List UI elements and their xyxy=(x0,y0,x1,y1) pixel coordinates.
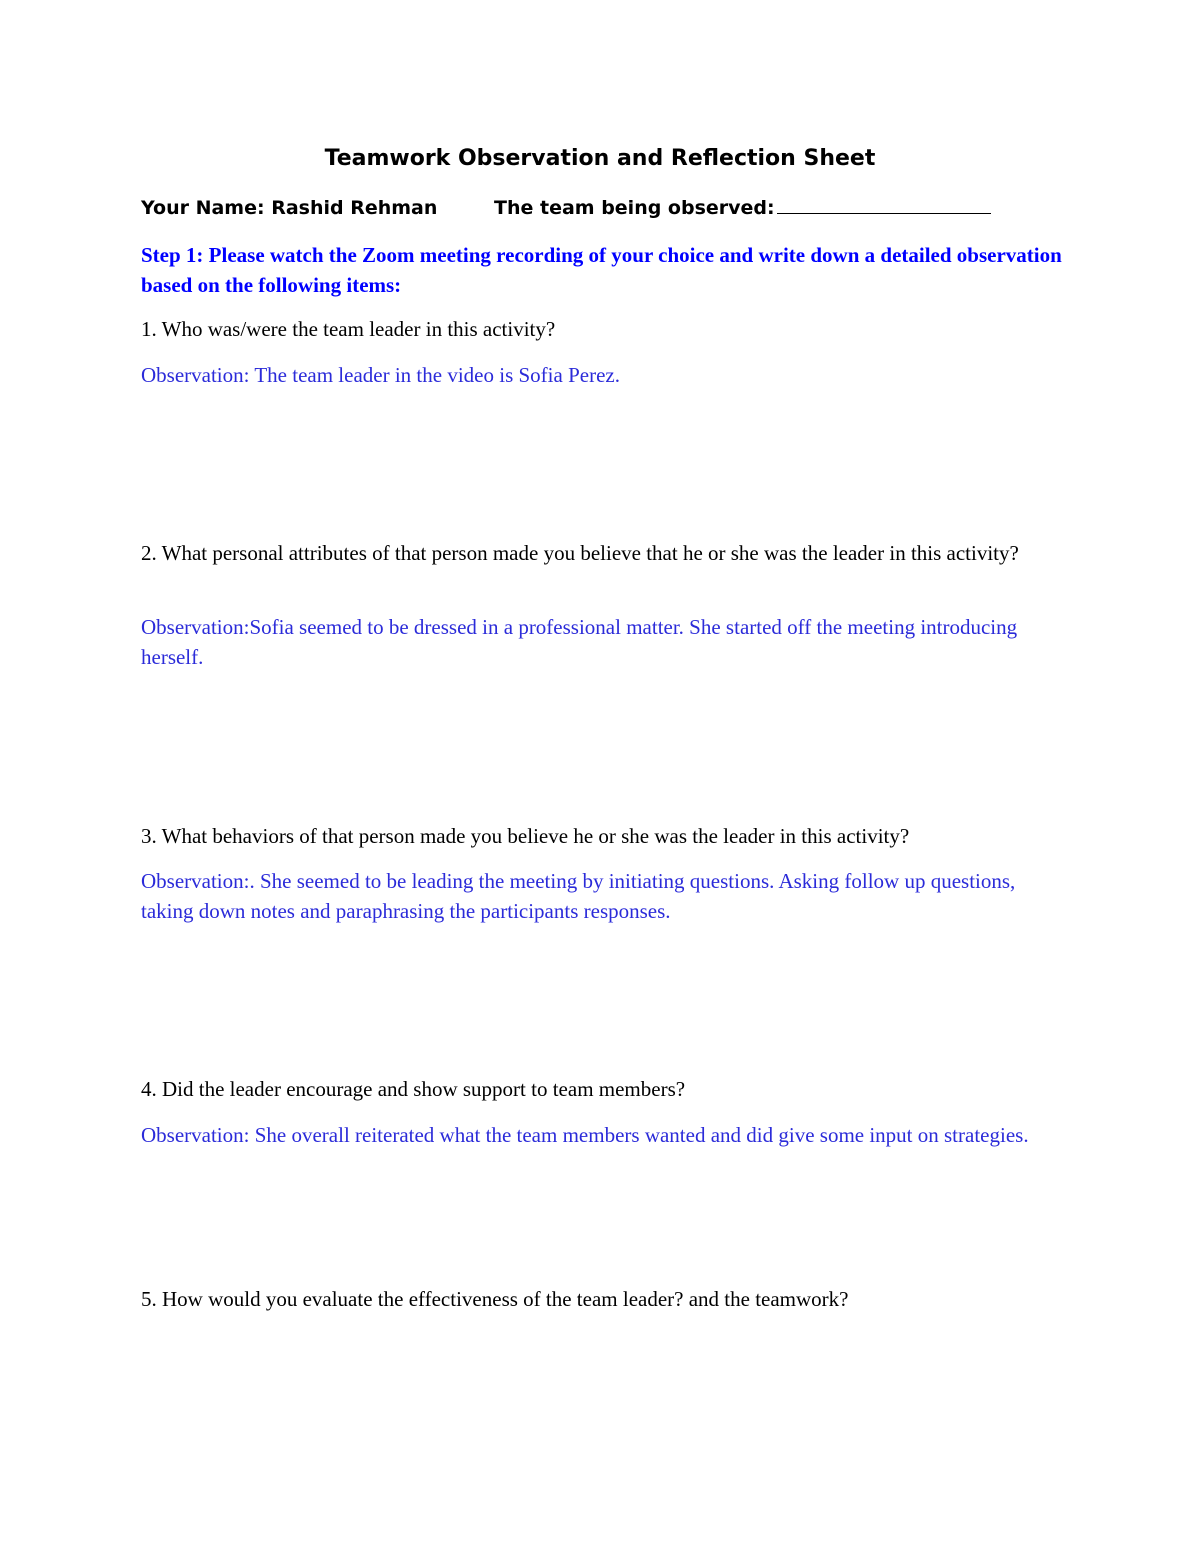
document-title: Teamwork Observation and Reflection Sheet xyxy=(324,146,876,171)
observation-1: Observation: The team leader in the video is Sofia Perez. xyxy=(141,363,620,387)
question-4: 4. Did the leader encourage and show support to team members? xyxy=(141,1077,686,1101)
question-1: 1. Who was/were the team leader in this activity? xyxy=(141,317,556,341)
observation-4: Observation: She overall reiterated what the team members wanted and did give some input on strategies. xyxy=(141,1123,1029,1147)
question-2: 2. What personal attributes of that person made you believe that he or she was the leader in this activity? xyxy=(141,541,1019,565)
observation-3: Observation:. She seemed to be leading the meeting by initiating questions. Asking follow up questions, taking down notes and paraphrasing the participants responses. xyxy=(141,869,1016,923)
step-1-instructions: Step 1: Please watch the Zoom meeting recording of your choice and write down a detailed observation based on the following items: xyxy=(141,243,1062,297)
team-observed-line xyxy=(494,193,991,223)
question-3: 3. What behaviors of that person made you believe he or she was the leader in this activity? xyxy=(141,824,910,848)
observation-2: Observation:Sofia seemed to be dressed in a professional matter. She started off the meeting introducing herself. xyxy=(141,615,1018,669)
team-observed-blank xyxy=(777,193,991,214)
name-line: Your Name: Rashid Rehman xyxy=(141,197,438,219)
question-5: 5. How would you evaluate the effectiveness of the team leader? and the teamwork? xyxy=(141,1287,849,1311)
team-observed-label: The team being observed: xyxy=(494,197,775,219)
